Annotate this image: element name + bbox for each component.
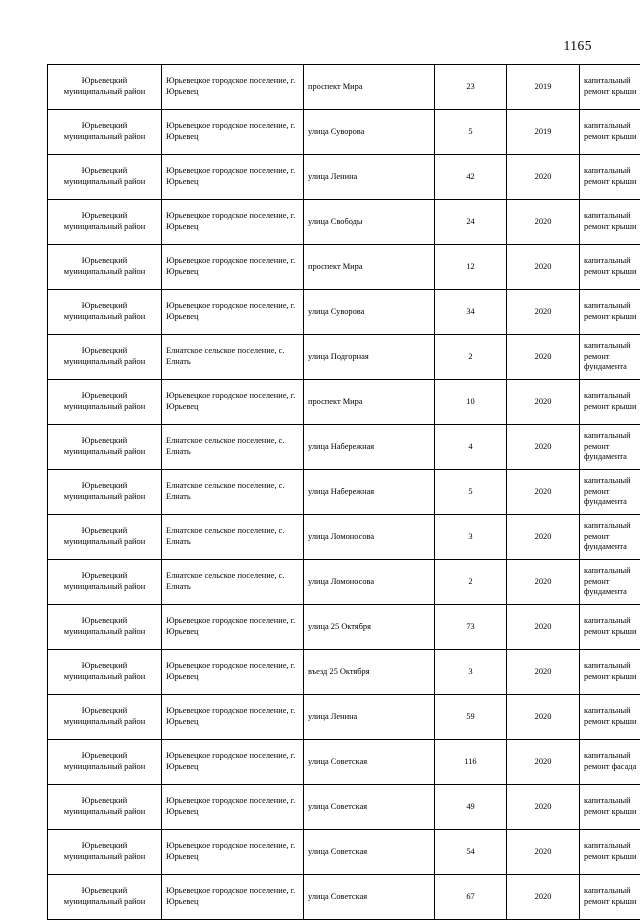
- cell-settlement: Юрьевецкое городское поселение, г. Юрьевец: [162, 875, 304, 920]
- table-row: [48, 110, 640, 155]
- cell-year: 2020: [507, 830, 580, 875]
- cell-house: 4: [435, 425, 507, 470]
- page-number: 1165: [564, 38, 593, 54]
- cell-work: капитальный ремонт крыши: [580, 245, 640, 290]
- cell-house: 24: [435, 200, 507, 245]
- cell-settlement: Юрьевецкое городское поселение, г. Юрьевец: [162, 200, 304, 245]
- cell-house: 73: [435, 605, 507, 650]
- cell-settlement: Елнатское сельское поселение, с. Елнать: [162, 560, 304, 605]
- cell-settlement: Юрьевецкое городское поселение, г. Юрьевец: [162, 245, 304, 290]
- cell-street: улица Суворова: [304, 110, 435, 155]
- capital-repair-table-wrap: [47, 64, 592, 920]
- cell-work: капитальный ремонт крыши: [580, 290, 640, 335]
- cell-street: улица Ломоносова: [304, 560, 435, 605]
- cell-work: капитальный ремонт фундамента: [580, 470, 640, 515]
- cell-district: Юрьевецкий муниципальный район: [48, 605, 162, 650]
- cell-district: Юрьевецкий муниципальный район: [48, 335, 162, 380]
- cell-district: Юрьевецкий муниципальный район: [48, 200, 162, 245]
- cell-work: капитальный ремонт фундамента: [580, 560, 640, 605]
- cell-work: капитальный ремонт крыши: [580, 830, 640, 875]
- cell-street: улица Свободы: [304, 200, 435, 245]
- cell-house: 3: [435, 650, 507, 695]
- cell-house: 3: [435, 515, 507, 560]
- cell-district: Юрьевецкий муниципальный район: [48, 515, 162, 560]
- cell-settlement: Юрьевецкое городское поселение, г. Юрьевец: [162, 380, 304, 425]
- cell-year: 2020: [507, 650, 580, 695]
- cell-year: 2020: [507, 875, 580, 920]
- table-row: [48, 605, 640, 650]
- cell-district: Юрьевецкий муниципальный район: [48, 290, 162, 335]
- cell-settlement: Юрьевецкое городское поселение, г. Юрьевец: [162, 110, 304, 155]
- cell-house: 10: [435, 380, 507, 425]
- cell-settlement: Елнатское сельское поселение, с. Елнать: [162, 335, 304, 380]
- cell-settlement: Елнатское сельское поселение, с. Елнать: [162, 425, 304, 470]
- cell-street: улица Суворова: [304, 290, 435, 335]
- cell-district: Юрьевецкий муниципальный район: [48, 425, 162, 470]
- cell-district: Юрьевецкий муниципальный район: [48, 740, 162, 785]
- cell-work: капитальный ремонт крыши: [580, 695, 640, 740]
- cell-street: улица Ленина: [304, 155, 435, 200]
- cell-district: Юрьевецкий муниципальный район: [48, 155, 162, 200]
- table-row: [48, 290, 640, 335]
- cell-district: Юрьевецкий муниципальный район: [48, 380, 162, 425]
- table-row: [48, 425, 640, 470]
- cell-settlement: Юрьевецкое городское поселение, г. Юрьевец: [162, 155, 304, 200]
- cell-settlement: Юрьевецкое городское поселение, г. Юрьевец: [162, 290, 304, 335]
- cell-work: капитальный ремонт фасада: [580, 740, 640, 785]
- cell-street: улица Советская: [304, 785, 435, 830]
- cell-year: 2020: [507, 155, 580, 200]
- table-row: [48, 515, 640, 560]
- cell-year: 2020: [507, 605, 580, 650]
- cell-work: капитальный ремонт крыши: [580, 605, 640, 650]
- table-row: [48, 335, 640, 380]
- table-row: [48, 785, 640, 830]
- cell-settlement: Юрьевецкое городское поселение, г. Юрьевец: [162, 740, 304, 785]
- cell-district: Юрьевецкий муниципальный район: [48, 785, 162, 830]
- cell-work: капитальный ремонт крыши: [580, 110, 640, 155]
- cell-district: Юрьевецкий муниципальный район: [48, 245, 162, 290]
- cell-street: улица Набережная: [304, 470, 435, 515]
- cell-street: проспект Мира: [304, 65, 435, 110]
- cell-district: Юрьевецкий муниципальный район: [48, 110, 162, 155]
- cell-street: улица Ломоносова: [304, 515, 435, 560]
- cell-work: капитальный ремонт крыши: [580, 650, 640, 695]
- cell-district: Юрьевецкий муниципальный район: [48, 560, 162, 605]
- cell-street: улица Набережная: [304, 425, 435, 470]
- cell-settlement: Юрьевецкое городское поселение, г. Юрьевец: [162, 605, 304, 650]
- table-row: [48, 380, 640, 425]
- cell-year: 2020: [507, 245, 580, 290]
- cell-house: 54: [435, 830, 507, 875]
- cell-district: Юрьевецкий муниципальный район: [48, 695, 162, 740]
- cell-house: 49: [435, 785, 507, 830]
- cell-settlement: Елнатское сельское поселение, с. Елнать: [162, 470, 304, 515]
- cell-settlement: Юрьевецкое городское поселение, г. Юрьевец: [162, 830, 304, 875]
- cell-year: 2020: [507, 740, 580, 785]
- cell-year: 2020: [507, 560, 580, 605]
- cell-year: 2019: [507, 65, 580, 110]
- table-row: [48, 65, 640, 110]
- table-body: [48, 65, 640, 920]
- cell-house: 23: [435, 65, 507, 110]
- cell-settlement: Юрьевецкое городское поселение, г. Юрьевец: [162, 785, 304, 830]
- cell-year: 2020: [507, 470, 580, 515]
- cell-year: 2020: [507, 335, 580, 380]
- table-row: [48, 650, 640, 695]
- cell-street: проспект Мира: [304, 380, 435, 425]
- cell-house: 67: [435, 875, 507, 920]
- cell-street: улица Советская: [304, 830, 435, 875]
- cell-street: улица 25 Октября: [304, 605, 435, 650]
- cell-year: 2020: [507, 695, 580, 740]
- cell-settlement: Елнатское сельское поселение, с. Елнать: [162, 515, 304, 560]
- table-row: [48, 560, 640, 605]
- cell-settlement: Юрьевецкое городское поселение, г. Юрьевец: [162, 650, 304, 695]
- table-row: [48, 875, 640, 920]
- cell-house: 42: [435, 155, 507, 200]
- cell-year: 2020: [507, 200, 580, 245]
- cell-work: капитальный ремонт крыши: [580, 200, 640, 245]
- cell-district: Юрьевецкий муниципальный район: [48, 830, 162, 875]
- cell-work: капитальный ремонт крыши: [580, 785, 640, 830]
- table-row: [48, 695, 640, 740]
- cell-street: улица Ленина: [304, 695, 435, 740]
- cell-work: капитальный ремонт крыши: [580, 380, 640, 425]
- cell-house: 12: [435, 245, 507, 290]
- cell-street: улица Советская: [304, 740, 435, 785]
- cell-street: улица Подгорная: [304, 335, 435, 380]
- cell-house: 5: [435, 470, 507, 515]
- table-row: [48, 830, 640, 875]
- capital-repair-table: [47, 64, 640, 920]
- cell-work: капитальный ремонт фундамента: [580, 335, 640, 380]
- cell-year: 2020: [507, 515, 580, 560]
- cell-district: Юрьевецкий муниципальный район: [48, 650, 162, 695]
- cell-district: Юрьевецкий муниципальный район: [48, 470, 162, 515]
- table-row: [48, 470, 640, 515]
- cell-house: 5: [435, 110, 507, 155]
- cell-settlement: Юрьевецкое городское поселение, г. Юрьевец: [162, 695, 304, 740]
- cell-work: капитальный ремонт крыши: [580, 155, 640, 200]
- cell-district: Юрьевецкий муниципальный район: [48, 875, 162, 920]
- cell-year: 2019: [507, 110, 580, 155]
- cell-work: капитальный ремонт фундамента: [580, 515, 640, 560]
- cell-house: 34: [435, 290, 507, 335]
- cell-year: 2020: [507, 380, 580, 425]
- cell-settlement: Юрьевецкое городское поселение, г. Юрьевец: [162, 65, 304, 110]
- table-row: [48, 155, 640, 200]
- cell-house: 2: [435, 560, 507, 605]
- cell-street: проспект Мира: [304, 245, 435, 290]
- cell-work: капитальный ремонт крыши: [580, 65, 640, 110]
- cell-year: 2020: [507, 425, 580, 470]
- cell-district: Юрьевецкий муниципальный район: [48, 65, 162, 110]
- cell-street: въезд 25 Октября: [304, 650, 435, 695]
- cell-house: 2: [435, 335, 507, 380]
- table-row: [48, 740, 640, 785]
- cell-house: 116: [435, 740, 507, 785]
- cell-year: 2020: [507, 290, 580, 335]
- cell-house: 59: [435, 695, 507, 740]
- table-row: [48, 245, 640, 290]
- cell-year: 2020: [507, 785, 580, 830]
- cell-work: капитальный ремонт фундамента: [580, 425, 640, 470]
- table-row: [48, 200, 640, 245]
- cell-work: капитальный ремонт крыши: [580, 875, 640, 920]
- cell-street: улица Советская: [304, 875, 435, 920]
